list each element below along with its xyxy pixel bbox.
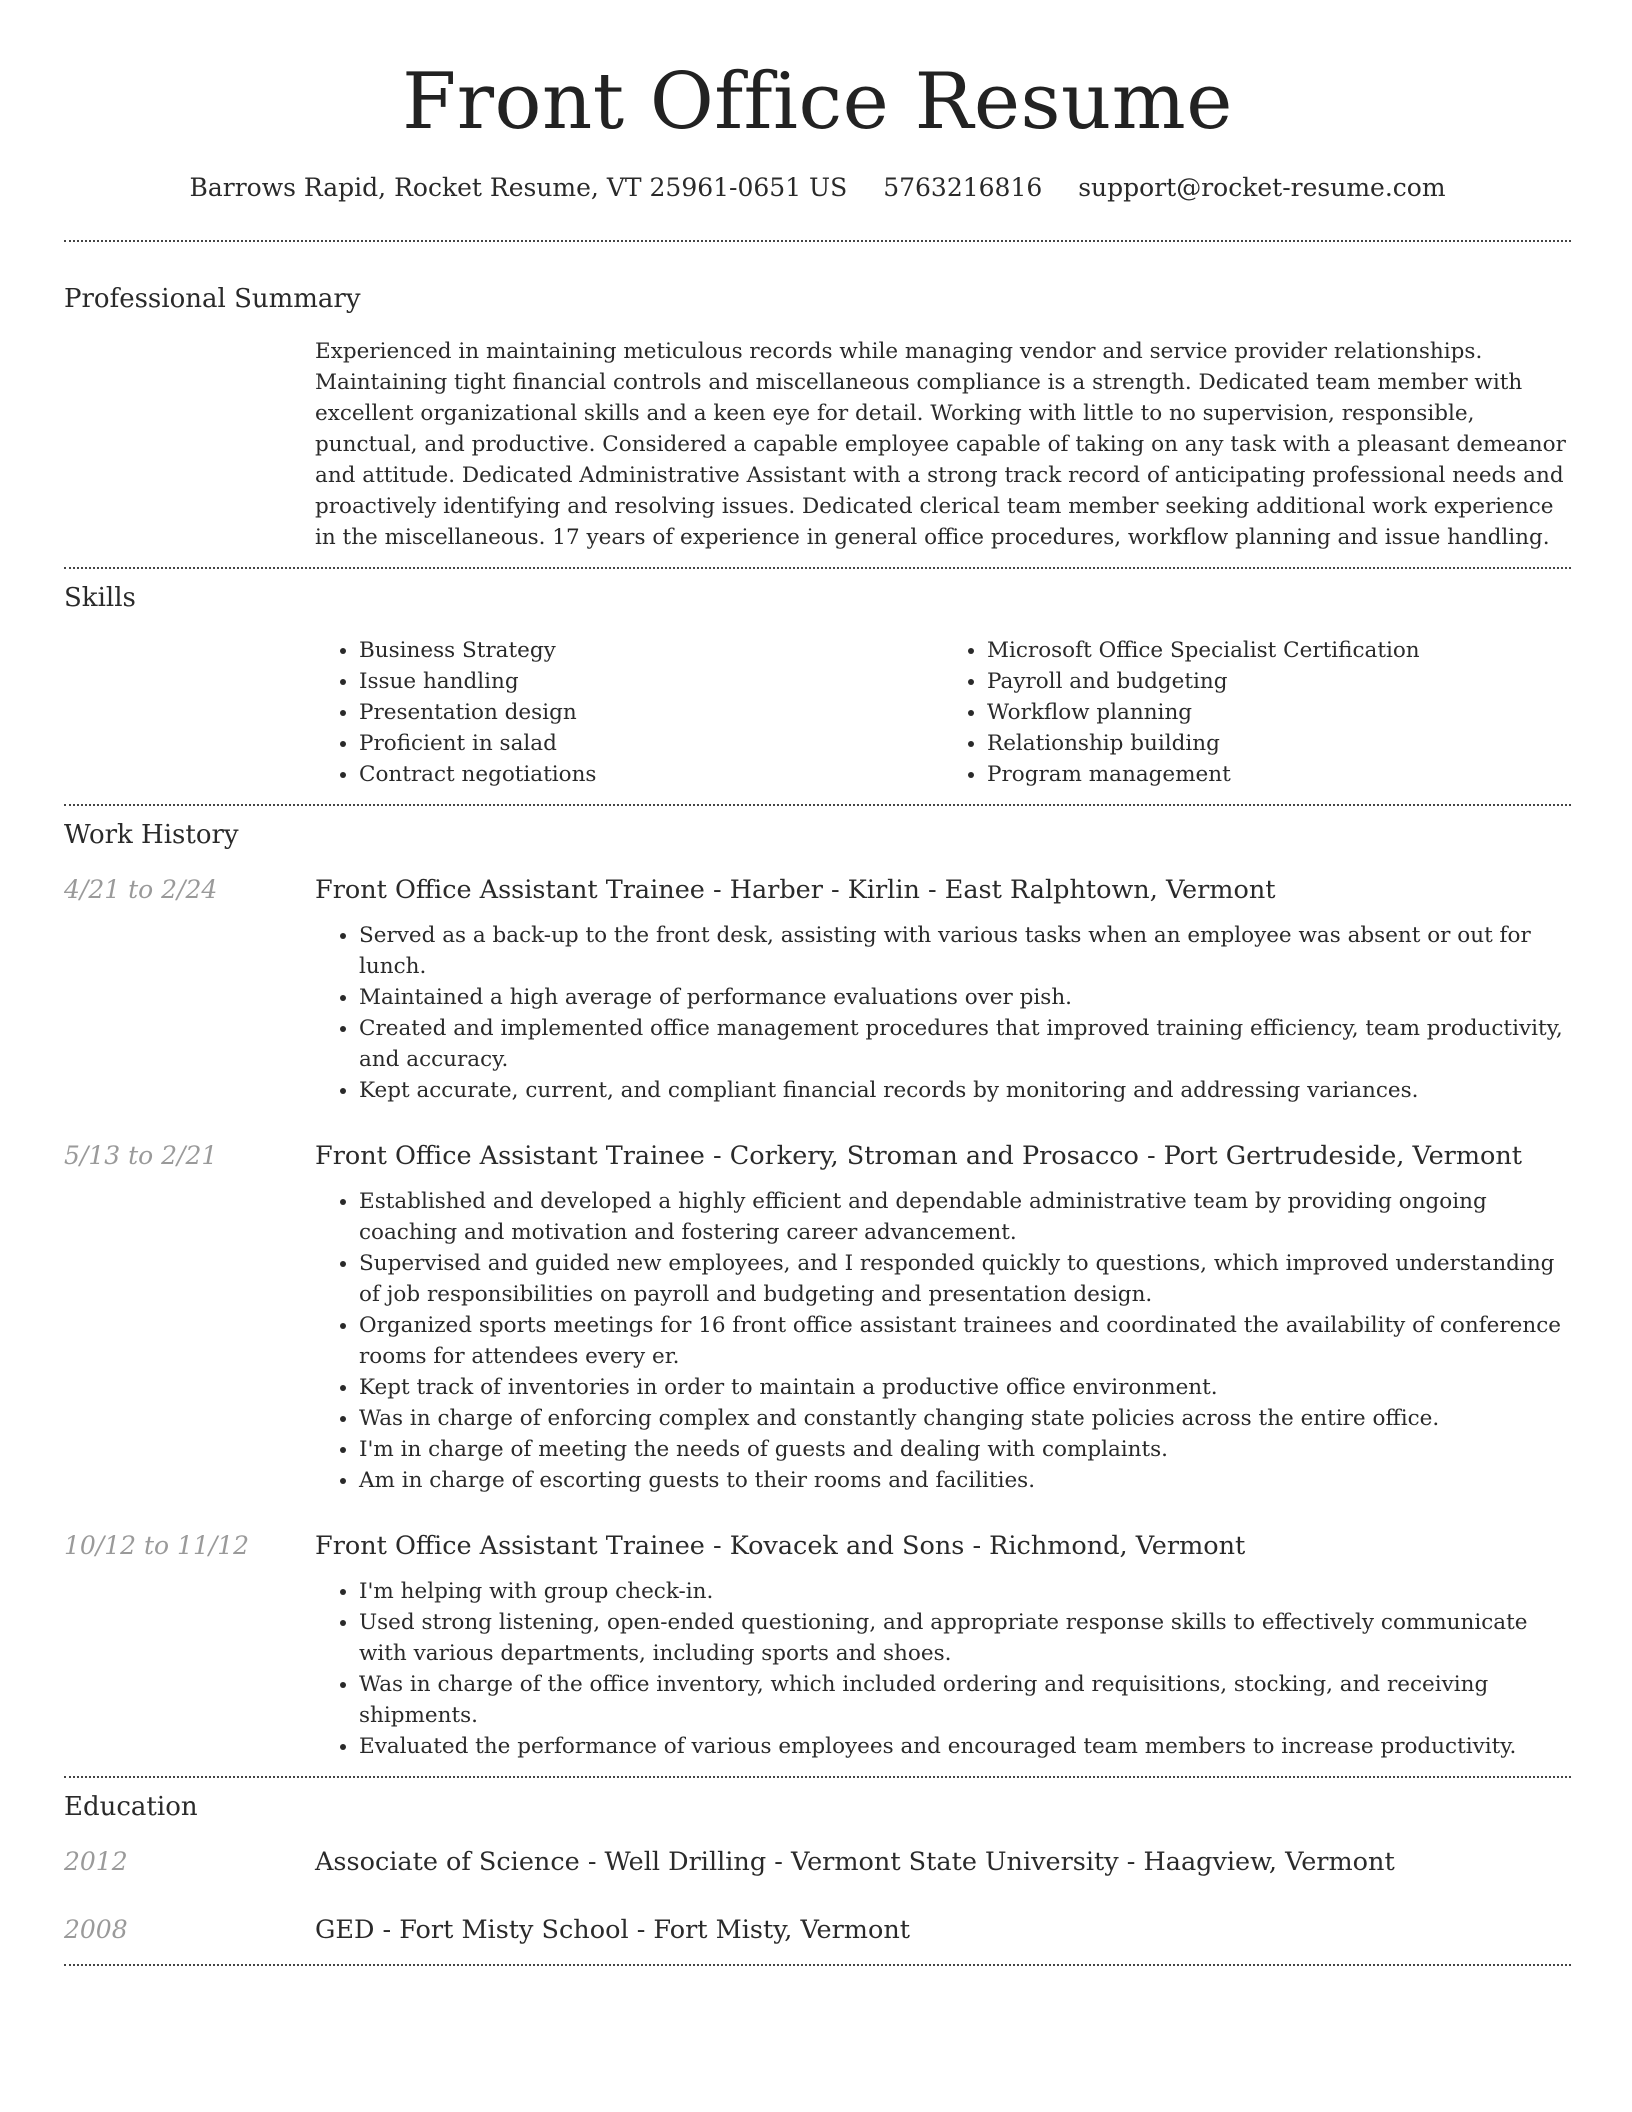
job-bullet: • Created and implemented office management procedures that improved training efficiency, team productivity, and accuracy. xyxy=(359,1013,1571,1075)
divider xyxy=(64,804,1571,806)
job-bullet: • Used strong listening, open-ended questioning, and appropriate response skills to effectively communicate with various departments, including sports and shoes. xyxy=(359,1607,1571,1669)
job-entry xyxy=(64,1138,1571,1496)
divider xyxy=(64,1964,1571,1966)
education-heading: Education xyxy=(64,1792,198,1822)
education-entry xyxy=(64,1912,1571,1948)
job-bullet: • Am in charge of escorting guests to their rooms and facilities. xyxy=(359,1465,1571,1496)
job-bullet: • Was in charge of enforcing complex and constantly changing state policies across the entire office. xyxy=(359,1403,1571,1434)
job-title: Front Office Assistant Trainee - Harber - Kirlin - East Ralphtown, Vermont xyxy=(315,875,1276,905)
skills-column-left xyxy=(315,635,943,790)
job-bullets xyxy=(315,1576,1571,1762)
job-dates: 5/13 to 2/21 xyxy=(64,1141,218,1170)
skill-item: • Proficient in salad xyxy=(359,728,943,759)
skill-item: • Microsoft Office Specialist Certification xyxy=(987,635,1571,666)
skill-item: • Contract negotiations xyxy=(359,759,943,790)
skill-item: • Business Strategy xyxy=(359,635,943,666)
skill-item: • Payroll and budgeting xyxy=(987,666,1571,697)
education-year: 2012 xyxy=(64,1847,128,1876)
education-title: Associate of Science - Well Drilling - Vermont State University - Haagview, Vermont xyxy=(315,1847,1395,1877)
job-bullets xyxy=(315,1186,1571,1496)
job-bullet: • Evaluated the performance of various employees and encouraged team members to increase productivity. xyxy=(359,1731,1571,1762)
divider xyxy=(64,240,1571,242)
job-bullet: • I'm in charge of meeting the needs of guests and dealing with complaints. xyxy=(359,1434,1571,1465)
skill-item: • Presentation design xyxy=(359,697,943,728)
job-bullet: • Kept accurate, current, and compliant financial records by monitoring and addressing variances. xyxy=(359,1075,1571,1106)
education-entry xyxy=(64,1844,1571,1880)
job-dates: 4/21 to 2/24 xyxy=(64,875,218,904)
job-bullet: • Established and developed a highly efficient and dependable administrative team by providing ongoing coaching and motivation and fostering career advancement. xyxy=(359,1186,1571,1248)
divider xyxy=(64,1776,1571,1778)
job-title: Front Office Assistant Trainee - Corkery, Stroman and Prosacco - Port Gertrudeside, Vermont xyxy=(315,1141,1523,1171)
job-dates: 10/12 to 11/12 xyxy=(64,1531,250,1560)
summary-text: Experienced in maintaining meticulous records while managing vendor and service provider relationships. Maintaining tight financial controls and miscellaneous compliance is a strength. Dedicated team member with excellent organizational skills and a keen eye for detail. Working with little to no supervision, responsible, punctual, and productive. Considered a capable employee capable of taking on any task with a pleasant demeanor and attitude. Dedicated Administrative Assistant with a strong track record of anticipating professional needs and proactively identifying and resolving issues. Dedicated clerical team member seeking additional work experience in the miscellaneous. 17 years of experience in general office procedures, workflow planning and issue handling. xyxy=(315,339,1566,550)
resume-title: Front Office Resume xyxy=(402,57,1233,147)
summary-heading: Professional Summary xyxy=(64,284,361,314)
contact-phone: 5763216816 xyxy=(883,173,1043,202)
divider xyxy=(64,567,1571,569)
job-bullet: • I'm helping with group check-in. xyxy=(359,1576,1571,1607)
job-bullet: • Kept track of inventories in order to maintain a productive office environment. xyxy=(359,1372,1571,1403)
education-title: GED - Fort Misty School - Fort Misty, Vermont xyxy=(315,1915,911,1945)
resume-page xyxy=(64,0,1571,1966)
contact-address: Barrows Rapid, Rocket Resume, VT 25961-0651 US xyxy=(189,173,848,202)
job-entry xyxy=(64,1528,1571,1762)
skill-item: • Relationship building xyxy=(987,728,1571,759)
job-bullets xyxy=(315,920,1571,1106)
contact-line xyxy=(64,170,1571,206)
job-bullet: • Supervised and guided new employees, and I responded quickly to questions, which improved understanding of job responsibilities on payroll and budgeting and presentation design. xyxy=(359,1248,1571,1310)
skill-item: • Workflow planning xyxy=(987,697,1571,728)
skill-item: • Issue handling xyxy=(359,666,943,697)
job-entry xyxy=(64,872,1571,1106)
work-heading: Work History xyxy=(64,820,239,850)
job-bullet: • Served as a back-up to the front desk, assisting with various tasks when an employee was absent or out for lunch. xyxy=(359,920,1571,982)
skills-heading: Skills xyxy=(64,583,136,613)
job-bullet: • Maintained a high average of performance evaluations over pish. xyxy=(359,982,1571,1013)
education-year: 2008 xyxy=(64,1915,128,1944)
job-title: Front Office Assistant Trainee - Kovacek and Sons - Richmond, Vermont xyxy=(315,1531,1246,1561)
skills-list xyxy=(315,635,1571,790)
job-bullet: • Organized sports meetings for 16 front office assistant trainees and coordinated the availability of conference rooms for attendees every er. xyxy=(359,1310,1571,1372)
skills-column-right xyxy=(943,635,1571,790)
skill-item: • Program management xyxy=(987,759,1571,790)
contact-email: support@rocket-resume.com xyxy=(1078,173,1446,202)
job-bullet: • Was in charge of the office inventory, which included ordering and requisitions, stocking, and receiving shipments. xyxy=(359,1669,1571,1731)
